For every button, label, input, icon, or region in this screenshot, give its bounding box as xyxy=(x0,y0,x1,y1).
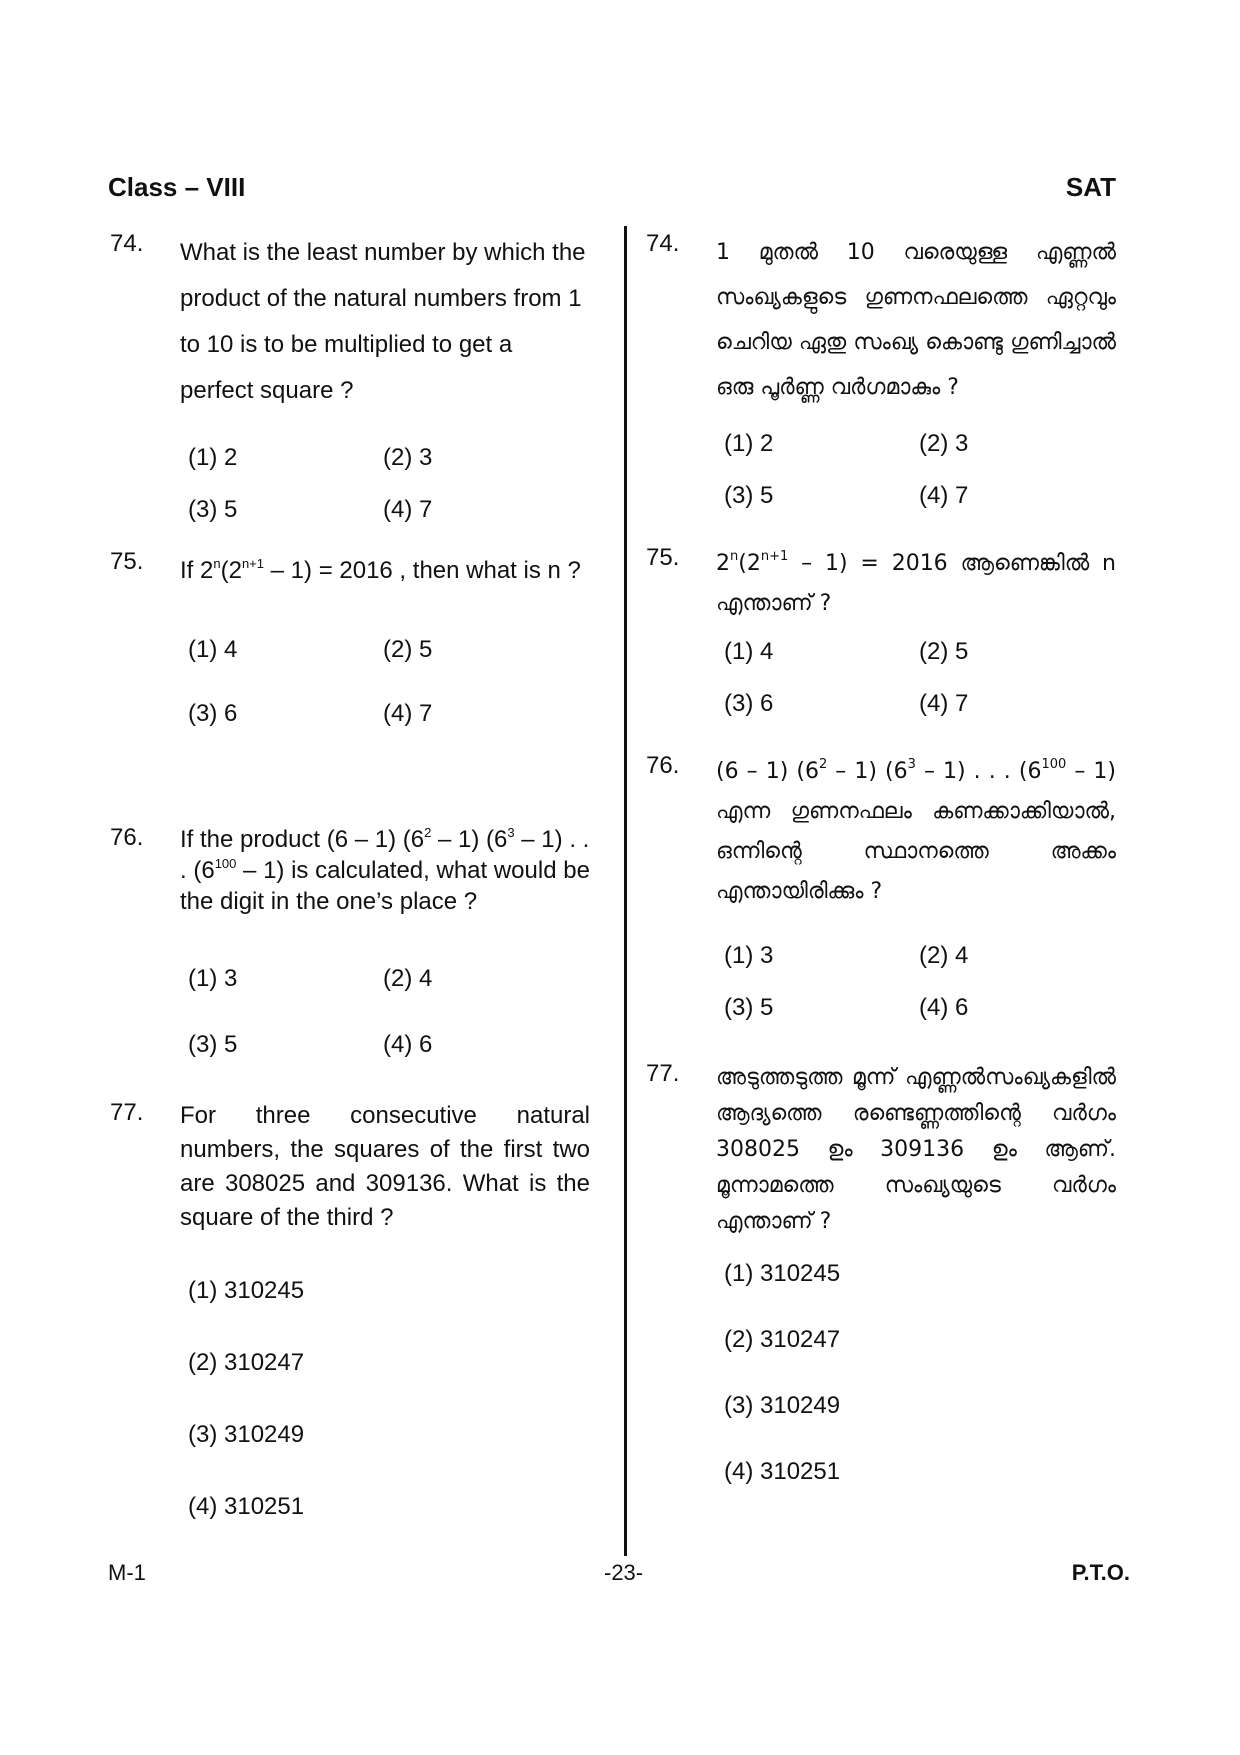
option[interactable]: (4) 7 xyxy=(383,496,433,523)
option[interactable]: (1) 4 xyxy=(188,636,238,663)
option[interactable]: (2) 5 xyxy=(383,636,433,663)
text-part: – 1) . . . (6 xyxy=(180,826,590,884)
question-text xyxy=(716,752,1116,912)
option[interactable]: (2) 3 xyxy=(919,430,969,457)
question-75-ml xyxy=(646,544,1116,730)
class-label: Class – VIII xyxy=(108,172,246,202)
question-text: 1 മുതൽ 10 വരെയുള്ള എണ്ണൽ സംഖ്യകളുടെ ഗുണനഫലത്തെ ഏറ്റവും ചെറിയ ഏതു സംഖ്യ കൊണ്ടു ഗുണിച്ചാൽ ഒരു പൂർണ്ണ വർഗമാകും ? xyxy=(716,240,1116,400)
superscript: 3 xyxy=(507,825,515,840)
question-text: അടുത്തടുത്ത മൂന്ന് എണ്ണൽസംഖ്യകളിൽ ആദ്യത്തെ രണ്ടെണ്ണത്തിന്റെ വർഗം 308025 ഉം 309136 ഉം ആണ്. മൂന്നാമത്തെ സംഖ്യയുടെ വർഗം എന്താണ് ? xyxy=(716,1065,1116,1234)
exam-label: SAT xyxy=(1065,172,1116,202)
question-number: 77. xyxy=(646,1060,680,1087)
text-part: 2 xyxy=(716,551,730,576)
question-number: 74. xyxy=(110,230,144,257)
question-number: 76. xyxy=(110,824,144,851)
option[interactable]: (4) 6 xyxy=(383,1031,433,1058)
options xyxy=(724,930,1116,1034)
superscript: 3 xyxy=(907,757,916,772)
text-part: (2 xyxy=(738,551,761,576)
options xyxy=(724,1248,1116,1498)
option[interactable]: (1) 4 xyxy=(724,638,774,665)
superscript: 2 xyxy=(818,757,828,772)
option[interactable]: (3) 5 xyxy=(724,994,774,1021)
question-75-en xyxy=(110,548,590,740)
option[interactable]: (2) 3 xyxy=(383,444,433,471)
question-number: 74. xyxy=(646,230,680,257)
option[interactable]: (1) 2 xyxy=(724,430,774,457)
page-number: -23- xyxy=(604,1560,644,1585)
option[interactable]: (2) 310247 xyxy=(724,1326,841,1353)
question-77-en xyxy=(110,1099,590,1533)
option[interactable]: (4) 310251 xyxy=(724,1458,841,1485)
options xyxy=(724,626,1116,730)
option[interactable]: (3) 5 xyxy=(724,482,774,509)
english-column xyxy=(110,230,590,1533)
text-part: If the product (6 – 1) (6 xyxy=(180,826,425,853)
superscript: n+1 xyxy=(760,549,789,564)
text-part: – 1) എന്ന ഗുണനഫലം കണക്കാക്കിയാൽ, ഒന്നിന്റെ സ്ഥാനത്തെ അക്കം എന്തായിരിക്കും ? xyxy=(716,759,1116,904)
options xyxy=(188,1265,590,1533)
option[interactable]: (3) 6 xyxy=(724,690,774,717)
option[interactable]: (2) 310247 xyxy=(188,1349,305,1376)
option[interactable]: (1) 310245 xyxy=(188,1277,305,1304)
option[interactable]: (4) 7 xyxy=(919,482,969,509)
text-part: – 1) (6 xyxy=(431,826,508,853)
option[interactable]: (1) 2 xyxy=(188,444,238,471)
question-74-en xyxy=(110,230,590,536)
question-77-ml xyxy=(646,1060,1116,1498)
options xyxy=(188,953,590,1071)
option[interactable]: (2) 4 xyxy=(919,942,969,969)
text-part: (6 – 1) (6 xyxy=(716,759,819,784)
superscript: 100 xyxy=(214,856,237,871)
question-74-ml xyxy=(646,230,1116,522)
question-text: What is the least number by which the product of the natural numbers from 1 to 10 is to be multiplied to get a perfect square ? xyxy=(180,239,586,404)
question-text: For three consecutive natural numbers, the squares of the first two are 308025 and 309136. What is the square of the third ? xyxy=(180,1102,590,1231)
superscript: n+1 xyxy=(241,556,264,571)
option[interactable]: (3) 310249 xyxy=(724,1392,841,1419)
text-part: – 1) . . . (6 xyxy=(915,759,1042,784)
option[interactable]: (1) 3 xyxy=(188,965,238,992)
question-text xyxy=(180,824,590,917)
option[interactable]: (3) 5 xyxy=(188,1031,238,1058)
option[interactable]: (3) 6 xyxy=(188,700,238,727)
option[interactable]: (2) 5 xyxy=(919,638,969,665)
booklet-code: M-1 xyxy=(108,1560,146,1585)
option[interactable]: (4) 310251 xyxy=(188,1493,305,1520)
text-part: – 1) = 2016 , then what is n ? xyxy=(264,557,581,584)
question-76-ml xyxy=(646,752,1116,1034)
column-divider xyxy=(624,226,627,1556)
option[interactable]: (4) 7 xyxy=(919,690,969,717)
option[interactable]: (1) 310245 xyxy=(724,1260,841,1287)
text-part: If 2 xyxy=(180,557,214,584)
question-number: 77. xyxy=(110,1099,144,1126)
text-part: – 1) is calculated, what would be the digit in the one’s place ? xyxy=(180,857,590,915)
option[interactable]: (1) 3 xyxy=(724,942,774,969)
options xyxy=(724,418,1116,522)
superscript: n xyxy=(730,549,739,564)
option[interactable]: (3) 310249 xyxy=(188,1421,305,1448)
text-part: (2 xyxy=(220,557,242,584)
superscript: 100 xyxy=(1041,757,1067,772)
option[interactable]: (4) 7 xyxy=(383,700,433,727)
question-number: 75. xyxy=(646,544,680,571)
question-text xyxy=(716,544,1116,624)
options xyxy=(188,624,590,740)
superscript: n xyxy=(213,556,221,571)
option[interactable]: (3) 5 xyxy=(188,496,238,523)
question-text xyxy=(180,548,590,594)
question-76-en xyxy=(110,824,590,1071)
options xyxy=(188,432,590,536)
question-number: 76. xyxy=(646,752,680,779)
pto-label: P.T.O. xyxy=(1071,1560,1130,1585)
superscript: 2 xyxy=(424,825,432,840)
text-part: – 1) = 2016 ആണെങ്കിൽ n എന്താണ് ? xyxy=(716,551,1116,616)
option[interactable]: (4) 6 xyxy=(919,994,969,1021)
malayalam-column xyxy=(646,230,1116,1498)
question-number: 75. xyxy=(110,548,144,575)
option[interactable]: (2) 4 xyxy=(383,965,433,992)
text-part: – 1) (6 xyxy=(827,759,908,784)
